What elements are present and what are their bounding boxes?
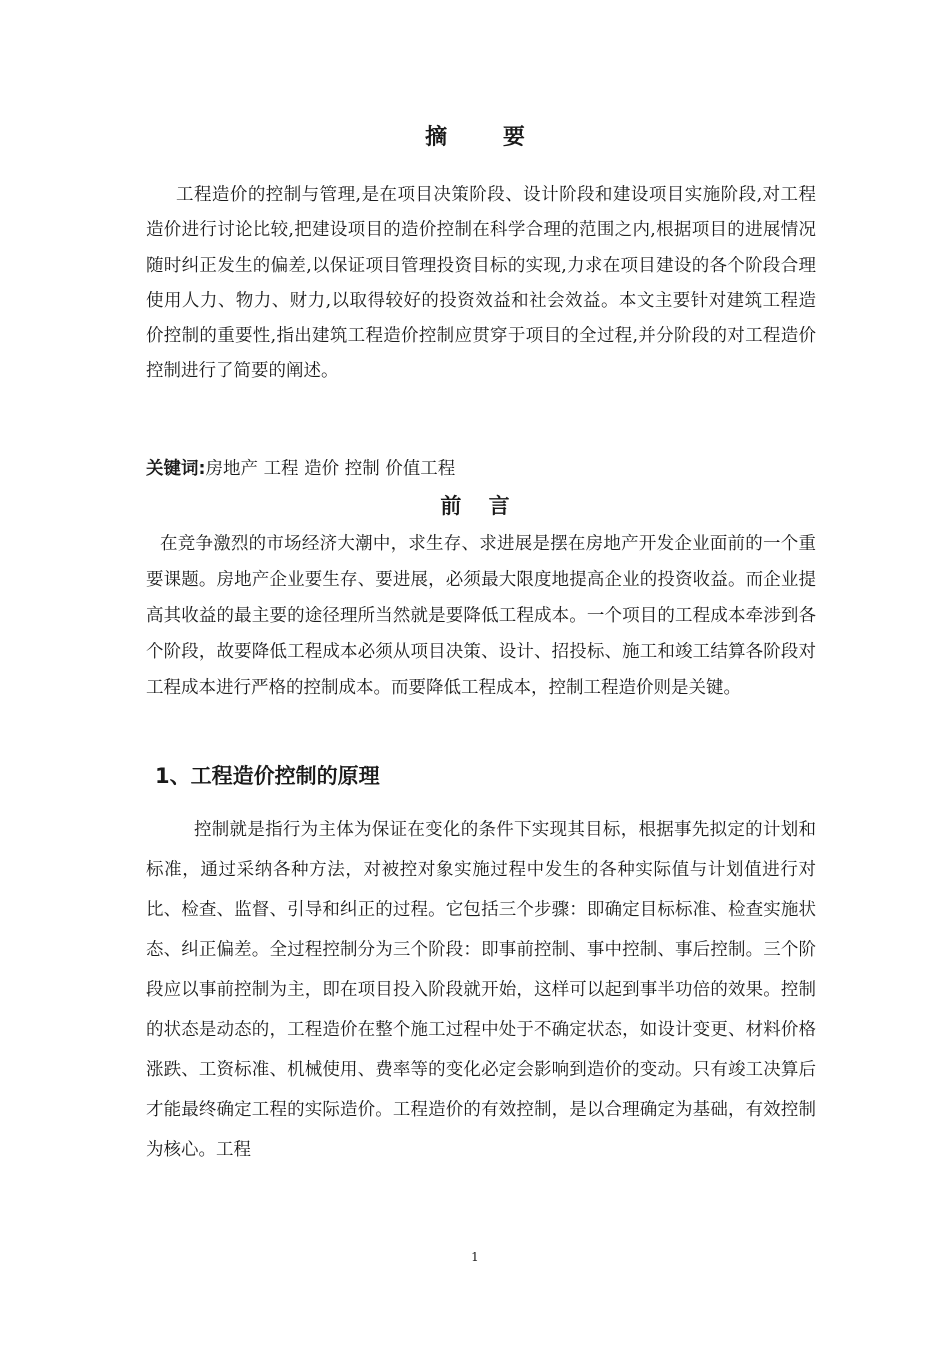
page-number: 1 xyxy=(471,1250,479,1264)
keywords-text: 房地产 工程 造价 控制 价值工程 xyxy=(205,459,456,479)
abstract-body: 工程造价的控制与管理,是在项目决策阶段、设计阶段和建设项目实施阶段,对工程造价进行讨论比较,把建设项目的造价控制在科学合理的范围之内,根据项目的进展情况随时纠正发生的偏差,以保证项目管理投资目标的实现,力求在项目建设的各个阶段合理使用人力、物力、财力,以取得较好的投资效益和社会效益。本文主要针对建筑工程造价控制的重要性,指出建筑工程造价控制应贯穿于项目的全过程,并分阶段的对工程造价控制进行了简要的阐述。 xyxy=(146,185,816,382)
keywords-line xyxy=(146,455,455,480)
preface-title: 前 言 xyxy=(440,494,520,518)
preface-body: 在竞争激烈的市场经济大潮中，求生存、求进展是摆在房地产开发企业面前的一个重要课题。房地产企业要生存、要进展，必须最大限度地提高企业的投资收益。而企业提高其收益的最主要的途径理所当然就是要降低工程成本。一个项目的工程成本牵涉到各个阶段，故要降低工程成本必须从项目决策、设计、招投标、施工和竣工结算各阶段对工程成本进行严格的控制成本。而要降低工程成本，控制工程造价则是关键。 xyxy=(146,534,816,698)
keywords-label: 关键词: xyxy=(146,459,206,479)
section-heading: 1、工程造价控制的原理 xyxy=(155,764,380,788)
abstract-title: 摘 要 xyxy=(425,125,549,150)
section-body: 控制就是指行为主体为保证在变化的条件下实现其目标，根据事先拟定的计划和标准，通过采纳各种方法，对被控对象实施过程中发生的各种实际值与计划值进行对比、检查、监督、引导和纠正的过程。它包括三个步骤：即确定目标标准、检查实施状态、纠正偏差。全过程控制分为三个阶段：即事前控制、事中控制、事后控制。三个阶段应以事前控制为主，即在项目投入阶段就开始，这样可以起到事半功倍的效果。控制的状态是动态的，工程造价在整个施工过程中处于不确定状态，如设计变更、材料价格涨跌、工资标准、机械使用、费率等的变化必定会影响到造价的变动。只有竣工决算后才能最终确定工程的实际造价。工程造价的有效控制，是以合理确定为基础，有效控制为核心。工程 xyxy=(146,820,816,1160)
